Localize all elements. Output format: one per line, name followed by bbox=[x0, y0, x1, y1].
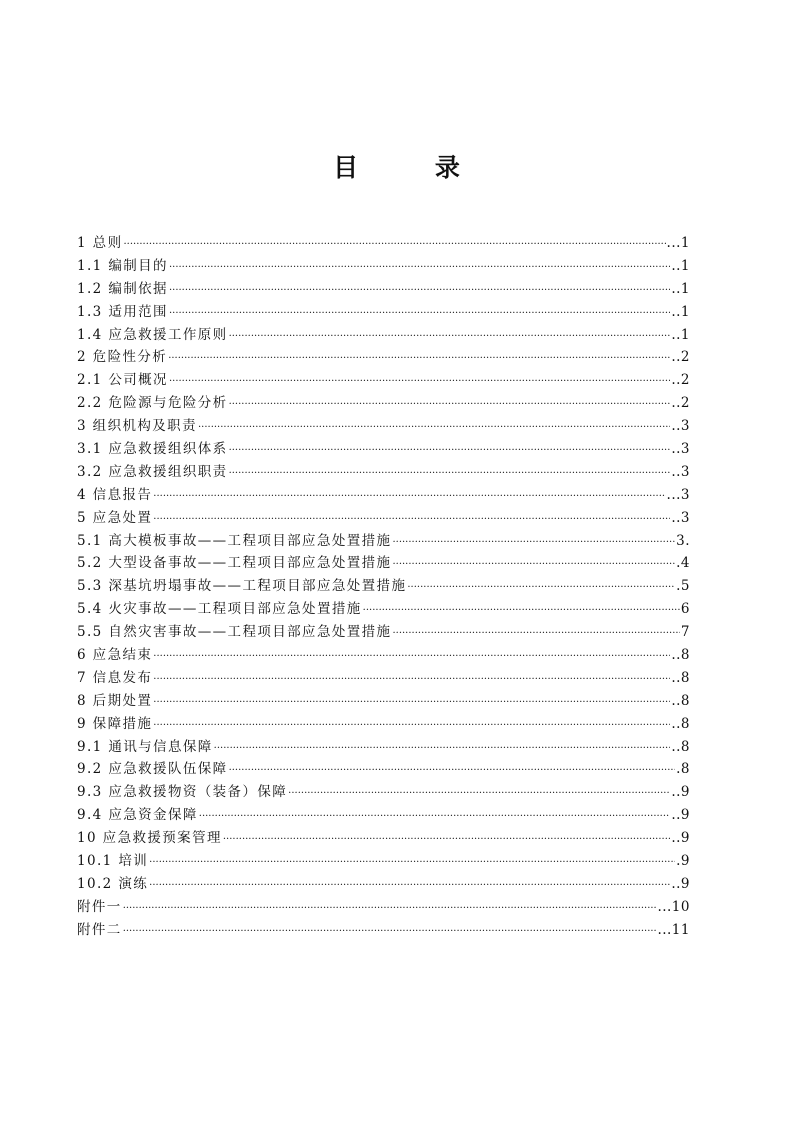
toc-entry-page-number: .4 bbox=[676, 555, 690, 572]
toc-dot-leader bbox=[123, 897, 657, 920]
toc-dot-leader bbox=[229, 462, 671, 485]
toc-entry[interactable] bbox=[77, 232, 690, 255]
toc-entry-label: 2 危险性分析 bbox=[77, 349, 168, 366]
toc-entry-page-number: ..9 bbox=[671, 784, 690, 801]
toc-entry-page-number: ..3 bbox=[671, 463, 690, 480]
toc-entry[interactable] bbox=[77, 850, 690, 873]
toc-entry[interactable] bbox=[77, 804, 690, 827]
toc-entry-label: 1.2 编制依据 bbox=[77, 280, 168, 297]
toc-dot-leader bbox=[123, 233, 665, 256]
toc-entry-page-number: ..2 bbox=[671, 395, 690, 412]
toc-entry-page-number: .9 bbox=[676, 853, 690, 870]
toc-entry-label: 3.2 应急救援组织职责 bbox=[77, 463, 228, 480]
toc-entry-label: 10.2 演练 bbox=[77, 875, 149, 892]
toc-dot-leader bbox=[153, 668, 670, 691]
toc-dot-leader bbox=[223, 828, 670, 851]
toc-entry-label: 5.3 深基坑坍塌事故——工程项目部应急处置措施 bbox=[77, 578, 407, 595]
toc-entry-label: 9.1 通讯与信息保障 bbox=[77, 738, 213, 755]
toc-entry-label: 1.1 编制目的 bbox=[77, 257, 168, 274]
toc-dot-leader bbox=[229, 325, 671, 348]
toc-entry-label: 6 应急结束 bbox=[77, 647, 153, 664]
toc-entry-page-number: ..9 bbox=[671, 830, 690, 847]
toc-entry[interactable] bbox=[77, 713, 690, 736]
toc-entry-page-number: 3. bbox=[676, 532, 690, 549]
toc-entry[interactable] bbox=[77, 896, 690, 919]
toc-entry-page-number: ...10 bbox=[657, 898, 690, 915]
toc-entry-page-number: ..8 bbox=[671, 692, 690, 709]
toc-dot-leader bbox=[288, 782, 670, 805]
toc-dot-leader bbox=[149, 874, 670, 897]
toc-entry[interactable] bbox=[77, 552, 690, 575]
toc-dot-leader bbox=[229, 439, 671, 462]
toc-entry-page-number: ..1 bbox=[671, 303, 690, 320]
toc-entry-page-number: ..8 bbox=[671, 715, 690, 732]
toc-entry[interactable] bbox=[77, 392, 690, 415]
toc-entry-label: 3.1 应急救援组织体系 bbox=[77, 441, 228, 458]
toc-entry[interactable] bbox=[77, 301, 690, 324]
toc-entry[interactable] bbox=[77, 644, 690, 667]
toc-entry-page-number: ..9 bbox=[671, 807, 690, 824]
toc-entry-page-number: ..1 bbox=[671, 326, 690, 343]
toc-dot-leader bbox=[169, 302, 670, 325]
toc-entry[interactable] bbox=[77, 255, 690, 278]
toc-entry-label: 8 后期处置 bbox=[77, 692, 153, 709]
page-title: 目 录 bbox=[333, 153, 494, 182]
toc-entry-label: 附件二 bbox=[77, 921, 122, 938]
toc-dot-leader bbox=[392, 553, 675, 576]
toc-entry[interactable] bbox=[77, 461, 690, 484]
toc-entry-label: 5.4 火灾事故——工程项目部应急处置措施 bbox=[77, 601, 362, 618]
toc-dot-leader bbox=[199, 805, 671, 828]
toc-dot-leader bbox=[149, 851, 675, 874]
toc-entry[interactable] bbox=[77, 736, 690, 759]
toc-entry-label: 5.1 高大模板事故——工程项目部应急处置措施 bbox=[77, 532, 392, 549]
toc-dot-leader bbox=[363, 599, 680, 622]
toc-entry-page-number: ...11 bbox=[657, 921, 690, 938]
toc-dot-leader bbox=[229, 393, 671, 416]
toc-entry[interactable] bbox=[77, 621, 690, 644]
toc-dot-leader bbox=[153, 714, 670, 737]
toc-dot-leader bbox=[153, 691, 670, 714]
toc-entry-label: 5 应急处置 bbox=[77, 509, 153, 526]
toc-entry-page-number: ..9 bbox=[671, 875, 690, 892]
toc-entry-page-number: ..8 bbox=[671, 669, 690, 686]
toc-dot-leader bbox=[168, 347, 670, 370]
toc-entry-page-number: ...1 bbox=[666, 235, 690, 251]
toc-dot-leader bbox=[153, 508, 670, 531]
table-of-contents bbox=[77, 232, 690, 942]
toc-dot-leader bbox=[229, 759, 676, 782]
toc-entry-label: 7 信息发布 bbox=[77, 669, 153, 686]
toc-entry[interactable] bbox=[77, 438, 690, 461]
toc-entry-page-number: ..8 bbox=[671, 647, 690, 664]
toc-dot-leader bbox=[214, 737, 671, 760]
toc-entry[interactable] bbox=[77, 667, 690, 690]
toc-entry[interactable] bbox=[77, 484, 690, 507]
toc-entry-page-number: ..3 bbox=[671, 418, 690, 435]
toc-entry[interactable] bbox=[77, 598, 690, 621]
toc-entry-label: 3 组织机构及职责 bbox=[77, 418, 197, 435]
toc-entry-label: 10.1 培训 bbox=[77, 853, 149, 870]
toc-dot-leader bbox=[407, 576, 675, 599]
toc-entry-label: 9.3 应急救援物资（装备）保障 bbox=[77, 784, 288, 801]
toc-entry-label: 1.3 适用范围 bbox=[77, 303, 168, 320]
toc-entry-page-number: ..1 bbox=[671, 257, 690, 274]
toc-entry-page-number: ..3 bbox=[671, 441, 690, 458]
toc-entry-label: 9.4 应急资金保障 bbox=[77, 807, 198, 824]
toc-dot-leader bbox=[169, 370, 670, 393]
toc-entry[interactable] bbox=[77, 278, 690, 301]
toc-entry-page-number: ..8 bbox=[671, 738, 690, 755]
toc-entry[interactable] bbox=[77, 324, 690, 347]
toc-dot-leader bbox=[198, 416, 670, 439]
toc-entry-page-number: .5 bbox=[676, 578, 690, 595]
toc-entry[interactable] bbox=[77, 919, 690, 942]
toc-dot-leader bbox=[392, 622, 679, 645]
toc-entry-label: 2.2 危险源与危险分析 bbox=[77, 395, 228, 412]
toc-entry-label: 附件一 bbox=[77, 898, 122, 915]
toc-entry-label: 5.2 大型设备事故——工程项目部应急处置措施 bbox=[77, 555, 392, 572]
toc-entry-label: 4 信息报告 bbox=[77, 486, 153, 503]
toc-entry[interactable] bbox=[77, 369, 690, 392]
toc-entry-label: 5.5 自然灾害事故——工程项目部应急处置措施 bbox=[77, 624, 392, 641]
toc-entry-label: 1 总则 bbox=[77, 235, 123, 251]
toc-entry-page-number: ...3 bbox=[666, 486, 690, 503]
toc-dot-leader bbox=[123, 920, 657, 943]
toc-entry-label: 9 保障措施 bbox=[77, 715, 153, 732]
toc-entry[interactable] bbox=[77, 758, 690, 781]
toc-entry[interactable] bbox=[77, 507, 690, 530]
toc-entry-label: 2.1 公司概况 bbox=[77, 372, 168, 389]
toc-entry-page-number: ..1 bbox=[671, 280, 690, 297]
toc-dot-leader bbox=[153, 645, 670, 668]
toc-entry-page-number: ..2 bbox=[671, 349, 690, 366]
toc-entry[interactable] bbox=[77, 827, 690, 850]
toc-entry[interactable] bbox=[77, 575, 690, 598]
toc-entry-page-number: .8 bbox=[676, 761, 690, 778]
toc-entry[interactable] bbox=[77, 415, 690, 438]
toc-entry[interactable] bbox=[77, 873, 690, 896]
toc-dot-leader bbox=[392, 531, 675, 554]
toc-entry-page-number: 6 bbox=[680, 601, 690, 618]
toc-dot-leader bbox=[169, 256, 670, 279]
toc-dot-leader bbox=[153, 485, 665, 508]
toc-entry[interactable] bbox=[77, 530, 690, 553]
toc-entry-label: 9.2 应急救援队伍保障 bbox=[77, 761, 228, 778]
toc-entry[interactable] bbox=[77, 781, 690, 804]
toc-entry-label: 10 应急救援预案管理 bbox=[77, 830, 222, 847]
toc-dot-leader bbox=[169, 279, 670, 302]
toc-entry-page-number: ..2 bbox=[671, 372, 690, 389]
toc-entry-page-number: 7 bbox=[680, 624, 690, 641]
toc-entry-page-number: ..3 bbox=[671, 509, 690, 526]
toc-entry[interactable] bbox=[77, 346, 690, 369]
toc-entry-label: 1.4 应急救援工作原则 bbox=[77, 326, 228, 343]
toc-entry[interactable] bbox=[77, 690, 690, 713]
